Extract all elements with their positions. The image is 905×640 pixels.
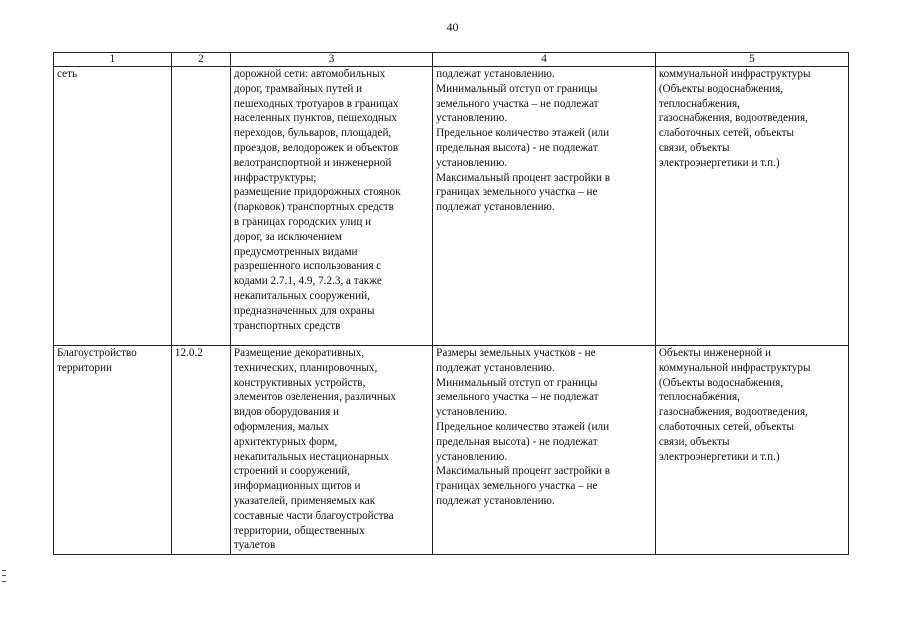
- header-col-4: 4: [433, 53, 656, 67]
- cell-text-line: Размеры земельных участков - не: [436, 347, 596, 359]
- cell-text-line: оформления, малых: [233, 420, 329, 433]
- cell-text-line: теплоснабжения,: [658, 391, 740, 404]
- cell-use-code: [171, 67, 230, 346]
- margin-mark: [2, 570, 6, 582]
- table-row: [54, 346, 849, 555]
- cell-text-line: видов оборудования и: [233, 406, 340, 419]
- cell-text-line: размещение придорожных стоянок: [233, 186, 401, 199]
- cell-text-line: границах земельного участка – не: [436, 186, 598, 199]
- cell-text-line: элементов озеленения, различных: [233, 391, 396, 404]
- cell-text-line: 12.0.2: [174, 347, 203, 359]
- cell-text-line: предельная высота) - не подлежат: [436, 435, 598, 448]
- cell-text-line: (парковок) транспортных средств: [233, 201, 394, 214]
- cell-text-line: подлежат установлению.: [436, 201, 555, 214]
- cell-text-line: подлежат установлению.: [436, 361, 555, 374]
- cell-text-line: газоснабжения, водоотведения,: [658, 406, 808, 419]
- cell-text-line: территории, общественных: [233, 524, 365, 537]
- cell-text-line: предельная высота) - не подлежат: [436, 141, 598, 154]
- header-col-3: 3: [230, 53, 432, 67]
- cell-text-line: Благоустройство: [57, 347, 137, 359]
- cell-text-line: связи, объекты: [658, 435, 730, 448]
- cell-text-line: Объекты инженерной и: [658, 347, 771, 359]
- cell-text-line: велотранспортной и инженерной: [233, 156, 392, 169]
- cell-text-line: сеть: [57, 68, 78, 80]
- cell-allowed-objects: [655, 346, 848, 555]
- cell-use-description: [230, 346, 432, 555]
- cell-text-line: составные части благоустройства: [233, 509, 394, 522]
- header-col-2: 2: [171, 53, 230, 67]
- cell-text-line: электроэнергетики и т.п.): [658, 156, 780, 169]
- cell-text-line: инфраструктуры;: [233, 171, 317, 184]
- cell-text-line: земельного участка – не подлежат: [436, 391, 599, 404]
- cell-text-line: Предельное количество этажей (или: [436, 127, 610, 140]
- cell-text-line: слаботочных сетей, объекты: [658, 127, 794, 140]
- cell-text-line: теплоснабжения,: [658, 97, 740, 110]
- cell-text-line: некапитальных сооружений,: [233, 289, 370, 302]
- cell-allowed-objects: [655, 67, 848, 346]
- header-col-5: 5: [655, 53, 848, 67]
- cell-text-line: Максимальный процент застройки в: [436, 465, 611, 478]
- cell-text-line: дорог, трамвайных путей и: [233, 82, 363, 95]
- cell-parameters: [433, 346, 656, 555]
- cell-text-line: газоснабжения, водоотведения,: [658, 112, 808, 125]
- cell-text-line: переходов, бульваров, площадей,: [233, 127, 392, 140]
- cell-text-line: архитектурных форм,: [233, 435, 338, 448]
- header-row: [54, 53, 849, 67]
- cell-text-line: электроэнергетики и т.п.): [658, 450, 780, 463]
- cell-text-line: территории: [57, 361, 112, 374]
- cell-text-line: коммунальной инфраструктуры: [658, 361, 811, 374]
- cell-text-line: установлению.: [436, 406, 508, 419]
- cell-text-line: проездов, велодорожек и объектов: [233, 141, 399, 154]
- cell-parameters: [433, 67, 656, 346]
- cell-text-line: транспортных средств: [233, 319, 341, 332]
- cell-text-line: туалетов: [233, 539, 276, 552]
- cell-text-line: технических, планировочных,: [233, 361, 378, 374]
- cell-text-line: предназначенных для охраны: [233, 304, 375, 317]
- cell-use-name: [54, 67, 172, 346]
- cell-text-line: разрешенного использования с: [233, 260, 382, 273]
- cell-text-line: Размещение декоративных,: [233, 347, 365, 359]
- cell-text-line: подлежат установлению.: [436, 68, 555, 80]
- cell-text-line: предусмотренных видами: [233, 245, 358, 258]
- cell-text-line: (Объекты водоснабжения,: [658, 82, 784, 95]
- cell-text-line: установлению.: [436, 156, 508, 169]
- cell-text-line: некапитальных нестационарных: [233, 450, 389, 463]
- cell-text-line: кодами 2.7.1, 4.9, 7.2.3, а также: [233, 275, 382, 288]
- cell-text-line: связи, объекты: [658, 141, 730, 154]
- cell-text-line: Минимальный отступ от границы: [436, 376, 598, 389]
- cell-text-line: конструктивных устройств,: [233, 376, 366, 389]
- cell-text-line: слаботочных сетей, объекты: [658, 420, 794, 433]
- cell-use-description: [230, 67, 432, 346]
- cell-text-line: установлению.: [436, 112, 508, 125]
- cell-text-line: земельного участка – не подлежат: [436, 97, 599, 110]
- cell-text-line: пешеходных тротуаров в границах: [233, 97, 399, 110]
- cell-text-line: населенных пунктов, пешеходных: [233, 112, 398, 125]
- cell-text-line: дорог, за исключением: [233, 230, 342, 243]
- cell-text-line: подлежат установлению.: [436, 494, 555, 507]
- cell-use-name: [54, 346, 172, 555]
- cell-text-line: коммунальной инфраструктуры: [658, 68, 811, 80]
- zoning-table: [53, 52, 849, 555]
- header-col-1: 1: [54, 53, 172, 67]
- cell-use-code: [171, 346, 230, 555]
- cell-text-line: установлению.: [436, 450, 508, 463]
- cell-text-line: Предельное количество этажей (или: [436, 420, 610, 433]
- cell-text-line: в границах городских улиц и: [233, 215, 372, 228]
- cell-text-line: (Объекты водоснабжения,: [658, 376, 784, 389]
- cell-text-line: строений и сооружений,: [233, 465, 351, 478]
- table-row: [54, 67, 849, 346]
- page-number: 40: [446, 20, 459, 34]
- cell-text-line: Максимальный процент застройки в: [436, 171, 611, 184]
- cell-text-line: информационных щитов и: [233, 480, 361, 493]
- cell-text-line: указателей, применяемых как: [233, 494, 376, 507]
- cell-text-line: границах земельного участка – не: [436, 480, 598, 493]
- cell-text-line: Минимальный отступ от границы: [436, 82, 598, 95]
- cell-text-line: дорожной сети: автомобильных: [233, 68, 386, 80]
